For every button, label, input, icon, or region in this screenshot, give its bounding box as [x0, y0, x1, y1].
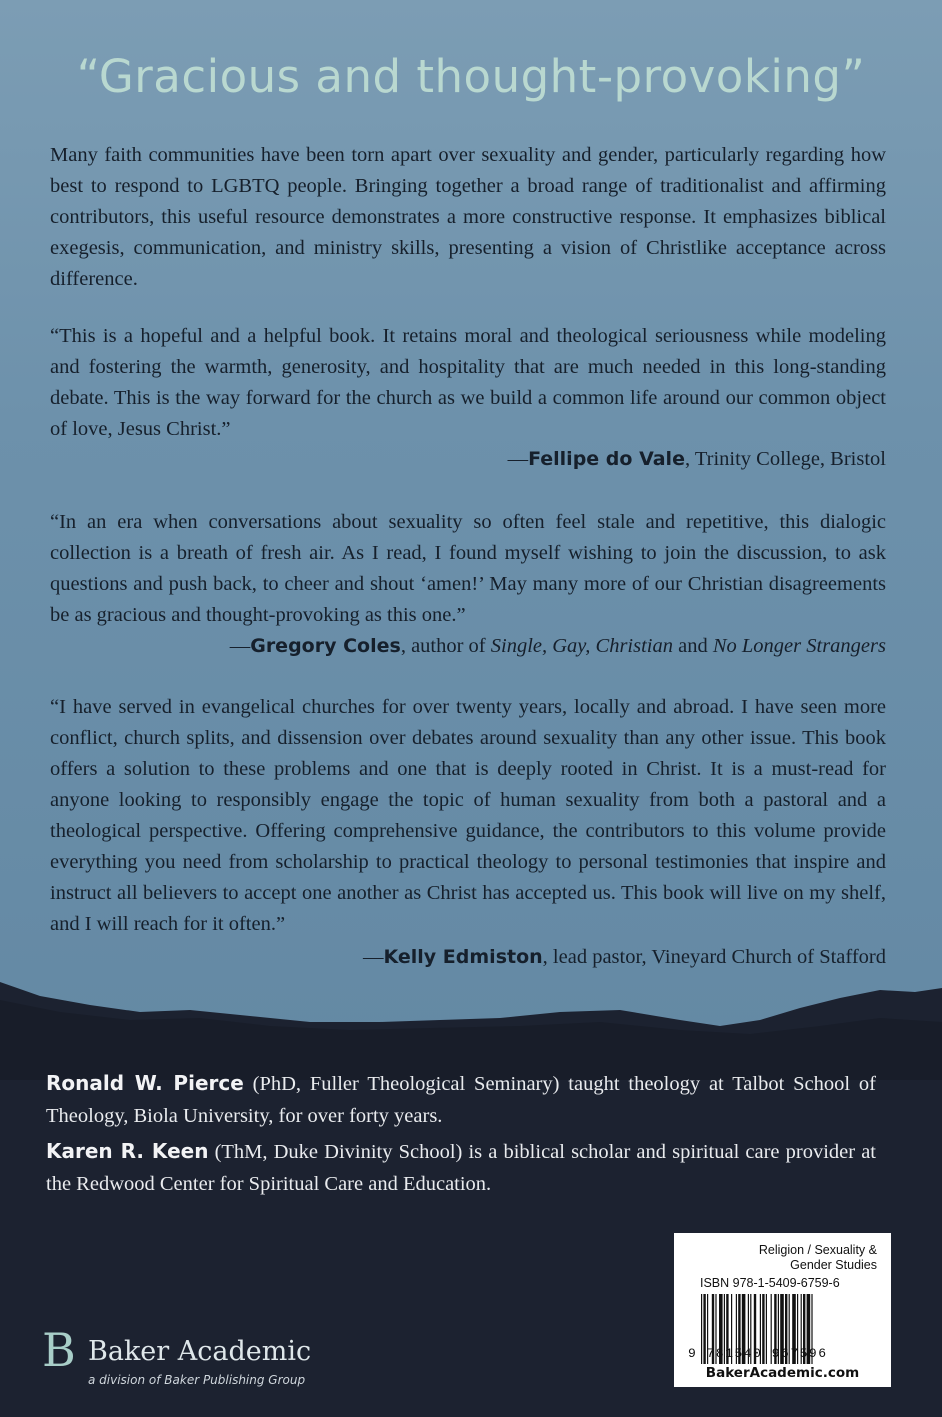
author-bio-text: (PhD, Fuller Theological Seminary) taught theology at Talbot School of Theology, Biola University, for over forty years. — [46, 1073, 876, 1127]
author-bio-1 — [46, 1067, 876, 1132]
isbn-text: ISBN 978-1-5409-6759-6 — [700, 1276, 840, 1290]
author-bio-2 — [46, 1135, 876, 1200]
description: Many faith communities have been torn apart over sexuality and gender, particularly regarding how best to respond to LGBTQ people. Bringing together a broad range of traditionalist and affirming contributors, this useful resource demonstrates a more constructive response. It emphasizes biblical exegesis, communication, and ministry skills, presenting a vision of Christlike acceptance across difference. — [50, 144, 886, 290]
endorsement-attribution-1: —Fellipe do Vale, Trinity College, Bristol — [507, 448, 886, 470]
book-title: No Longer Strangers — [712, 635, 886, 657]
subject-category: Religion / Sexuality & Gender Studies — [758, 1243, 877, 1272]
endorsement-quote-1: “This is a hopeful and a helpful book. It retains moral and theological seriousness while modeling and fostering the warmth, generosity, and hospitality that are much needed in this long-standing debate. This is the way forward for the church as we build a common life around our common object of love, Jesus Christ.” — [50, 325, 886, 440]
author-name: Ronald W. Pierce — [46, 1071, 244, 1095]
endorsement-attribution-2: —Gregory Coles, author of Single, Gay, Christian and No Longer Strangers — [229, 635, 886, 657]
publisher-url: BakerAcademic.com — [705, 1365, 860, 1381]
endorser-affiliation: , lead pastor, Vineyard Church of Stafford — [542, 946, 886, 968]
author-name: Karen R. Keen — [46, 1139, 209, 1163]
endorser-affiliation: , author of — [400, 635, 491, 657]
endorsement-quote-3: “I have served in evangelical churches for over twenty years, locally and abroad. I have seen more conflict, church splits, and dissension over debates around sexuality than any other issue. This book offers a solution to these problems and one that is deeply rooted in Christ. It is a must-read for anyone looking to responsibly engage the topic of human sexuality from both a pastoral and a theological perspective. Offering comprehensive guidance, the contributors to this volume provide everything you need from scholarship to practical theology to personal testimonies that inspire and instruct all believers to accept one another as Christ has accepted us. This book will live on my shelf, and I will reach for it often.” — [50, 696, 886, 935]
barcode-panel — [674, 1233, 891, 1387]
author-bio-text: (ThM, Duke Divinity School) is a biblical scholar and spiritual care provider at the Redwood Center for Spiritual Care and Education. — [46, 1141, 876, 1195]
endorsement-quote-2: “In an era when conversations about sexuality so often feel stale and repetitive, this dialogic collection is a breath of fresh air. As I read, I found myself wishing to join the discussion, to ask questions and push back, to cheer and shout ‘amen!’ May many more of our Christian disagreements be as gracious and thought-provoking as this one.” — [50, 511, 886, 626]
endorser-name: Kelly Edmiston — [383, 946, 543, 968]
book-title: Single, Gay, Christian — [490, 635, 673, 657]
endorser-name: Fellipe do Vale — [528, 448, 685, 470]
barcode-digits: 9 781540 967596 — [688, 1346, 828, 1361]
mountain-silhouette — [0, 960, 942, 1080]
publisher-mark-icon: B — [42, 1323, 76, 1377]
publisher-tagline: a division of Baker Publishing Group — [88, 1373, 306, 1387]
publisher-name: Baker Academic — [88, 1336, 312, 1367]
endorser-affiliation: , Trinity College, Bristol — [684, 448, 886, 470]
endorser-name: Gregory Coles — [250, 635, 401, 657]
headline: “Gracious and thought-provoking” — [76, 50, 866, 103]
endorsement-attribution-3: —Kelly Edmiston, lead pastor, Vineyard Church of Stafford — [363, 946, 886, 968]
